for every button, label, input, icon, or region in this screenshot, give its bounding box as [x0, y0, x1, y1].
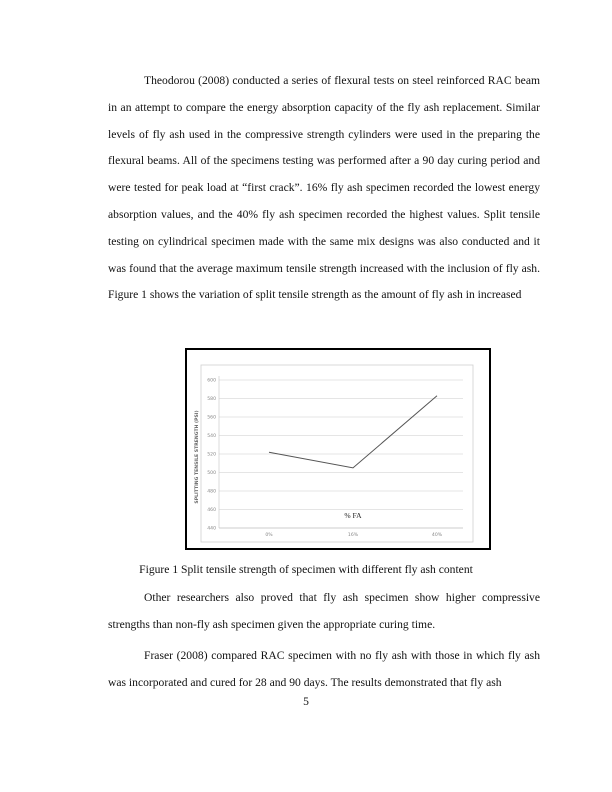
- y-tick-label: 440: [207, 526, 216, 532]
- series-line: [269, 396, 437, 468]
- x-axis-label: % FA: [344, 511, 362, 520]
- body-paragraph-2: Other researchers also proved that fly ash specimen show higher compressive strengths than non-fly ash specimen given the appropriate curing time.: [108, 591, 540, 631]
- y-tick-label: 520: [207, 452, 216, 458]
- x-tick-label: 16%: [347, 533, 359, 538]
- x-tick-label: 0%: [265, 533, 273, 538]
- y-tick-label: 460: [207, 508, 216, 514]
- body-paragraph-1: Theodorou (2008) conducted a series of flexural tests on steel reinforced RAC beam in an attempt to compare the energy absorption capacity of the fly ash replacement. Similar levels of fly ash used in the compressive strength cylinders were used in the preparing the flexural beams. All of the specimens testing was performed after a 90 day curing period and were tested for peak load at “first crack”. 16% fly ash specimen recorded the lowest energy absorption values, and the 40% fly ash specimen recorded the highest values. Split tensile testing on cylindrical specimen made with the same mix designs was also conducted and it was found that the average maximum tensile strength increased with the inclusion of fly ash. Figure 1 shows the variation of split tensile strength as the amount of fly ash in increased: [108, 74, 540, 302]
- y-axis-label: SPLITTING TENSILE STRENGTH (PSI): [195, 410, 200, 504]
- page-number: 5: [303, 695, 309, 708]
- body-paragraph-3: Fraser (2008) compared RAC specimen with no fly ash with those in which fly ash was incorporated and cured for 28 and 90 days. The results demonstrated that fly ash: [108, 649, 540, 689]
- figure-1-frame: [185, 348, 491, 550]
- y-tick-label: 600: [207, 378, 216, 384]
- y-tick-label: 540: [207, 434, 216, 440]
- y-tick-label: 500: [207, 471, 216, 477]
- x-tick-labels: [265, 532, 442, 538]
- chart-gridlines: [219, 376, 463, 528]
- y-tick-label: 560: [207, 415, 216, 421]
- y-tick-label: 480: [207, 489, 216, 495]
- figure-caption: Figure 1 Split tensile strength of specimen with different fly ash content: [139, 563, 473, 576]
- chart-inner-border: [201, 365, 473, 542]
- x-tick-label: 40%: [431, 533, 443, 538]
- split-tensile-chart: [187, 350, 489, 548]
- y-tick-label: 580: [207, 397, 216, 403]
- y-tick-labels: [207, 378, 216, 532]
